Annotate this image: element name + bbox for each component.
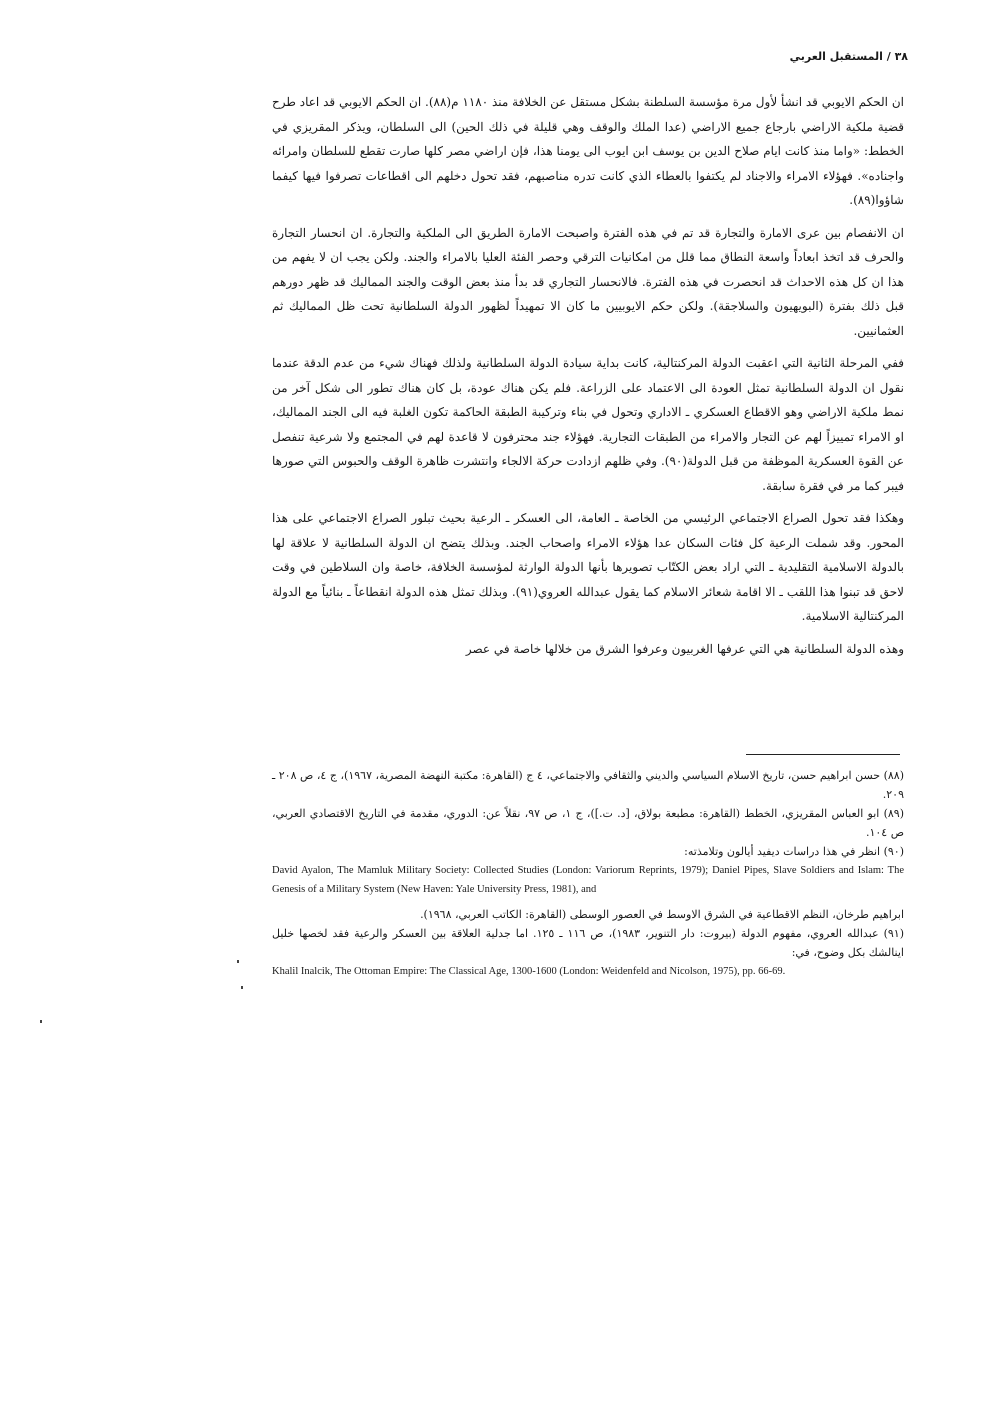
footnote-90-arabic-ref: ابراهيم طرخان، النظم الاقطاعية في الشرق الاوسط في العصور الوسطى (القاهرة: الكاتب العربي، ١٩٦٨).	[420, 908, 904, 921]
footnote-91-english: Khalil Inalcik, The Ottoman Empire: The Classical Age, 1300-1600 (London: Weidenfeld and Nicolson, 1975), pp. 66-69.	[272, 966, 786, 977]
paragraph-5: وهذه الدولة السلطانية هي التي عرفها الغربيون وعرفوا الشرق من خلالها خاصة في عصر	[465, 641, 904, 656]
paragraph-1: ان الحكم الايوبي قد انشأ لأول مرة مؤسسة السلطنة بشكل مستقل عن الخلافة منذ ١١٨٠ م(٨٨). ان الحكم الايوبي قد اعاد طرح قضية ملكية الاراضي بارجاع جميع الاراضي (عدا الملك والوقف وهي قليلة في ذلك الحين) الى السلطان، ويذكر المقريزي في الخطط: «واما منذ كانت ايام صلاح الدين بن يوسف ابن ايوب الى يومنا هذا، فإن اراضي مصر كلها صارت تقطع للسلطان وامرائه واجناده». فهؤلاء الامراء والاجناد لم يكتفوا بالعطاء الذي كانت تدره مناصبهم، فقد تحول دخلهم الى اقطاعات تصرفوا فيها كيفما شاؤوا(٨٩).	[272, 95, 904, 207]
paragraph-4: وهكذا فقد تحول الصراع الاجتماعي الرئيسي من الخاصة ـ العامة، الى العسكر ـ الرعية بحيث تبلور الصراع الاجتماعي على هذا المحور. وقد شملت الرعية كل فئات السكان عدا هؤلاء الامراء واصحاب الجند. وبذلك يتضح ان الدولة السلطانية لا علاقة لها بالدولة الاسلامية التقليدية ـ التي اراد بعض الكتّاب تصويرها بأنها الدولة الوارثة لمؤسسة الخلافة، خاصة وان السلاطين في وقت لاحق قد تبنوا هذا اللقب ـ الا اقامة شعائر الاسلام كما يقول عبدالله العروي(٩١). وبذلك تمثل هذه الدولة انقطاعاً ـ بنائياً مع الدولة المركنتالية الاسلامية.	[272, 511, 904, 623]
scan-speck	[237, 960, 239, 963]
scan-speck	[40, 1020, 42, 1023]
scan-speck	[241, 986, 243, 989]
footnote-89: (٨٩) ابو العباس المقريزي، الخطط (القاهرة: مطبعة بولاق، [د. ت.])، ج ١، ص ٩٧، نقلاً عن: الدوري، مقدمة في التاريخ الاقتصادي العربي، ص ١٠٤.	[272, 807, 904, 839]
body-text	[272, 90, 904, 669]
paragraph-2: ان الانفصام بين عرى الامارة والتجارة قد تم في هذه الفترة واصبحت الامارة الطريق الى الملكية والتجارة. ان انحسار التجارة والحرف قد اتخذ ابعاداً واسعة النطاق مما قلل من امكانيات الترقي وحصر الفئة العليا بالامراء والجند. ولكن يجب ان لا يفهم من هذا ان كل هذه الاحداث قد انحصرت في هذه الفترة. فالانحسار التجاري قد بدأ منذ بعض الوقت والجند المماليك قد ظهر دورهم قبل ذلك بفترة (البويهيون والسلاجقة). ولكن حكم الايوبيين ما كان الا تمهيداً لظهور الدولة السلطانية تحت ظل المماليك ثم العثمانيين.	[272, 225, 904, 338]
footnote-90-english: David Ayalon, The Mamluk Military Society: Collected Studies (London: Variorum Reprints, 1979); Daniel Pipes, Slave Soldiers and Islam: The Genesis of a Military System (New Haven: Yale University Press, 1981), and	[272, 865, 904, 895]
paragraph-3: ففي المرحلة الثانية التي اعقبت الدولة المركنتالية، كانت بداية سيادة الدولة السلطانية ولذلك فهناك شيء من عدم الدقة عندما نقول ان الدولة السلطانية تمثل العودة الى الاعتماد على الزراعة. فلم يكن هناك عودة، بل كان هناك تطور الى شكل آخر من نمط ملكية الاراضي وهو الاقطاع العسكري ـ الاداري وتحول في بناء وتركيبة الطبقة الحاكمة تكون الغلبة فيه الى الجند المماليك، او الامراء تمييزاً لهم عن التجار والامراء من الطبقات التجارية. فهؤلاء جند محترفون لا قاعدة لهم في المجتمع ولا شرعية تنفصل عن القوة العسكرية الموظفة من قبل الدولة(٩٠). وفي ظلهم ازدادت حركة الالجاء وانتشرت ظاهرة الوقف والحبوس التي صورها فيبر كما مر في فقرة سابقة.	[272, 356, 905, 493]
footnote-91: (٩١) عبدالله العروي، مفهوم الدولة (بيروت: دار التنوير، ١٩٨٣)، ص ١١٦ ـ ١٢٥. اما جدلية العلاقة بين العسكر والرعية فقد لخصها خليل اينالشك بكل وضوح، في:	[272, 927, 905, 959]
running-header: ٣٨ / المستقبل العربي	[789, 50, 908, 63]
footnote-88: (٨٨) حسن ابراهيم حسن، تاريخ الاسلام السياسي والديني والثقافي والاجتماعي، ٤ ج (القاهرة: مكتبة النهضة المصرية، ١٩٦٧)، ج ٤، ص ٢٠٨ ـ ٢٠٩.	[272, 769, 905, 801]
footnote-90: (٩٠) انظر في هذا دراسات ديفيد أيالون وتلامذته:	[684, 845, 904, 858]
footnote-divider	[746, 754, 900, 755]
footnotes	[272, 766, 904, 981]
